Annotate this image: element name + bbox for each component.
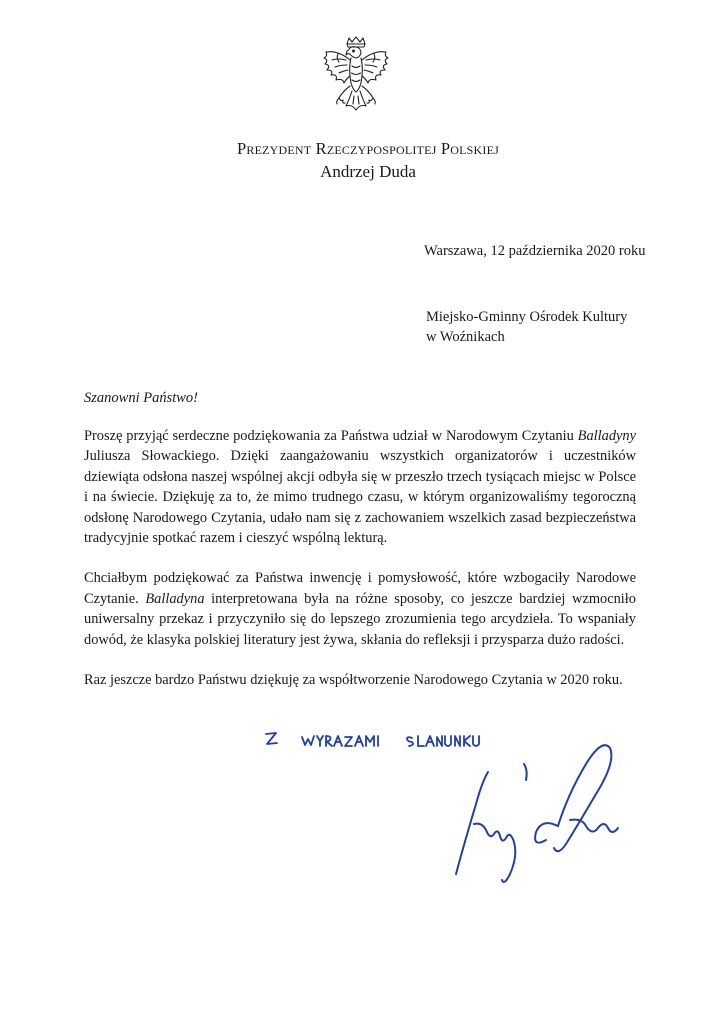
- paragraph-1-text-a: Proszę przyjąć serdeczne podziękowania za Państwa udział w Narodowym Czytaniu: [84, 428, 578, 444]
- office-title: Prezydent Rzeczypospolitej Polskiej: [237, 139, 499, 158]
- paragraph-1: [84, 426, 636, 548]
- paragraph-3: Raz jeszcze bardzo Państwu dziękuję za współtworzenie Narodowego Czytania w 2020 roku.: [84, 672, 623, 689]
- work-title: Balladyna: [145, 590, 205, 607]
- recipient-address: [426, 307, 627, 347]
- paragraph-1-text-b: Juliusza Słowackiego. Dzięki zaangażowaniu wszystkich organizatorów i uczestników dziewiąta odsłona naszej wspólnej akcji odbyła się w przeszło trzech tysiącach miejsc w Polsce i na świecie. Dziękuję za to, że mimo trudnego czasu, w którym organizowaliśmy tegoroczną odsłonę Narodowego Czytania, udało nam się z zachowaniem wszelkich zasad bezpieczeństwa tradycyjnie spotkać razem i cieszyć wspólną lekturą.: [84, 448, 636, 547]
- recipient-line-1: Miejsko-Gminny Ośrodek Kultury: [426, 309, 628, 325]
- letterhead: [0, 138, 724, 183]
- paragraph-2: [84, 568, 636, 650]
- letter-date: Warszawa, 12 października 2020 roku: [424, 243, 646, 259]
- recipient-line-2: w Woźnikach: [426, 329, 505, 345]
- paragraph-2-text-a: Chciałbym podziękować za Państwa inwencję i pomysłowość, które wzbogaciły Narodowe Czytanie.: [84, 570, 636, 607]
- letter-body: [84, 426, 636, 710]
- work-title: Balladyny: [577, 428, 636, 444]
- sender-name: Andrzej Duda: [320, 162, 416, 181]
- paragraph-2-text-b: interpretowana była na różne sposoby, co jeszcze bardziej wzmocniło uniwersalny przekaz i przyczyniło się do lepszego zrozumienia tego arcydzieła. To wspaniały dowód, że klasyka polskiej literatury jest żywa, skłania do refleksji i przysparza dużo radości.: [84, 590, 636, 648]
- white-eagle-emblem-icon: [316, 36, 396, 132]
- handwritten-signature: [436, 724, 636, 894]
- salutation: Szanowni Państwo!: [84, 390, 198, 406]
